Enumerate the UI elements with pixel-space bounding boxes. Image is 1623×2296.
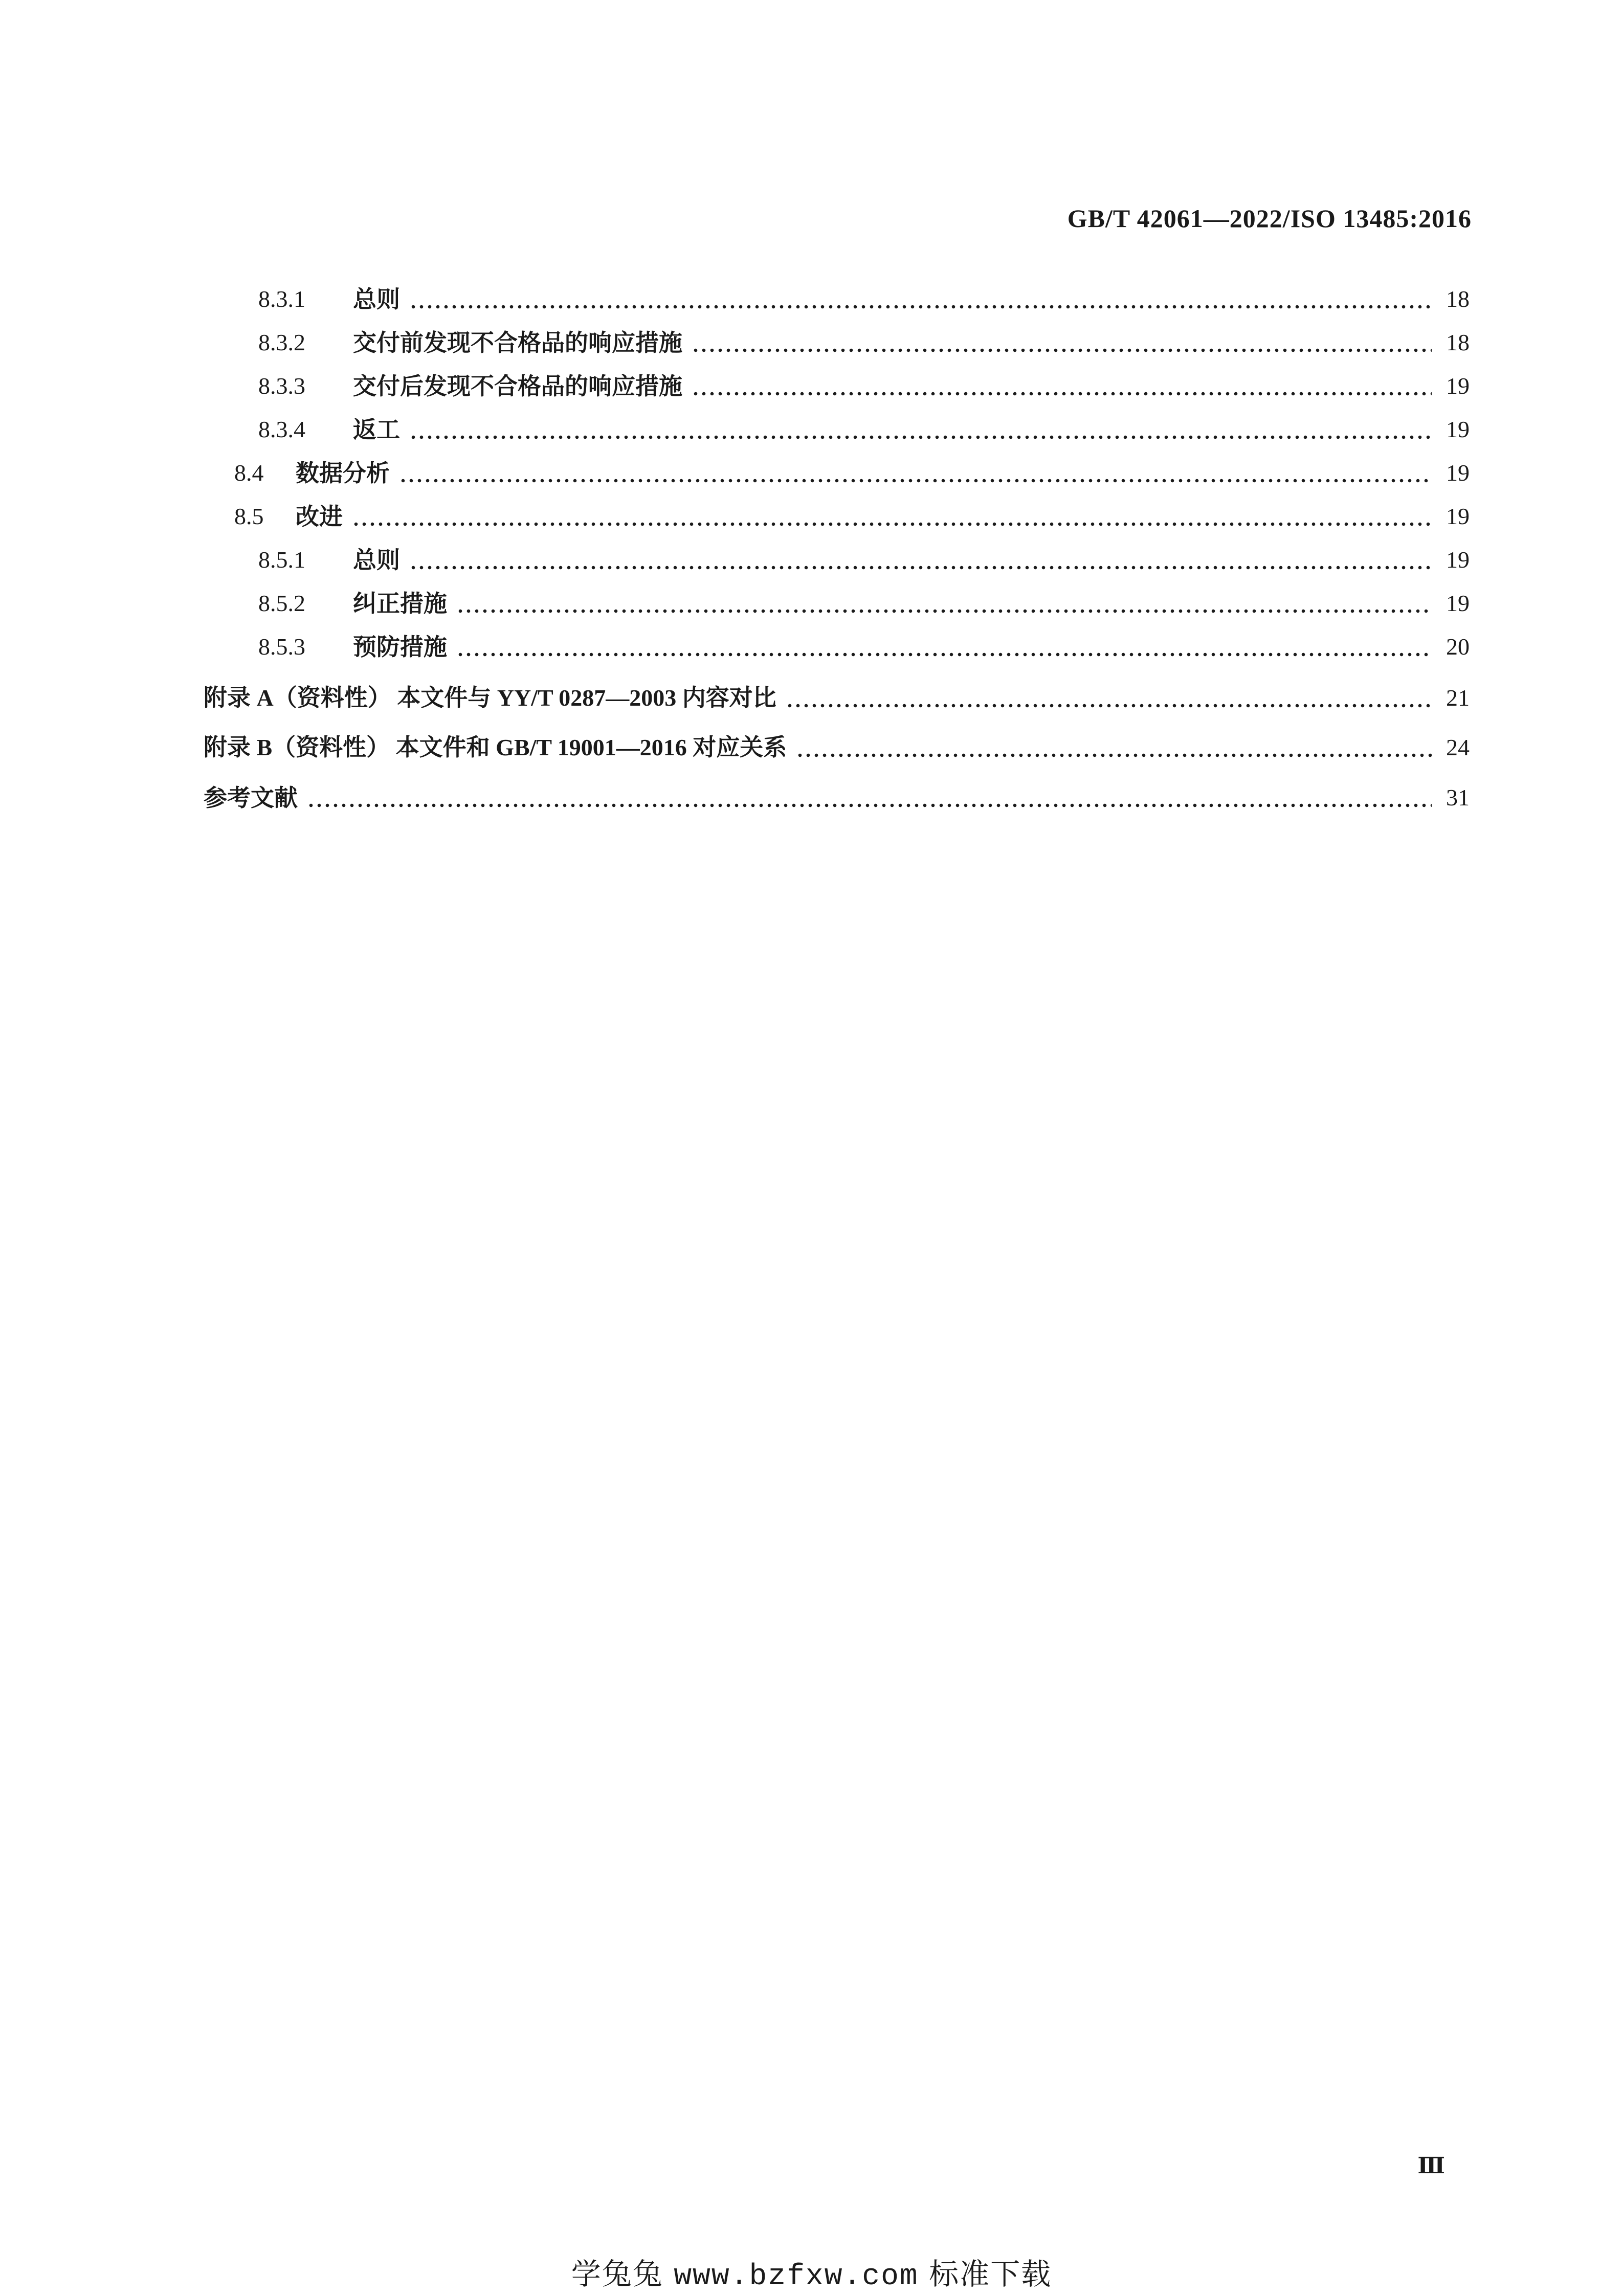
footer-site-name: 学兔兔 bbox=[571, 2257, 663, 2291]
toc-entry-title: 纠正措施 bbox=[353, 590, 447, 617]
toc-entry-number: 8.3.2 bbox=[258, 329, 305, 355]
toc-leader-dots bbox=[352, 510, 1432, 530]
toc-leader-dots bbox=[456, 597, 1432, 617]
toc-leader-dots bbox=[786, 691, 1432, 712]
toc-entry-page: 19 bbox=[1446, 547, 1470, 573]
toc-entry-annex-a[interactable] bbox=[204, 683, 1470, 713]
toc-entry-title: 改进 bbox=[296, 503, 343, 530]
toc-leader-dots bbox=[692, 336, 1432, 356]
toc-entry-bibliography[interactable] bbox=[204, 782, 1470, 813]
toc-leader-dots bbox=[399, 466, 1432, 487]
toc-entry-title: 附录 B（资料性） 本文件和 GB/T 19001—2016 对应关系 bbox=[204, 734, 787, 760]
standard-code-header: GB/T 42061—2022/ISO 13485:2016 bbox=[1067, 204, 1472, 233]
toc-entry-8-5[interactable] bbox=[234, 501, 1470, 532]
toc-entry-number: 8.4 bbox=[234, 460, 264, 486]
toc-entry-title: 附录 A（资料性） 本文件与 YY/T 0287—2003 内容对比 bbox=[204, 685, 776, 711]
toc-entry-page: 19 bbox=[1446, 590, 1470, 616]
toc-entry-page: 18 bbox=[1446, 329, 1470, 355]
toc-entry-8-4[interactable] bbox=[234, 458, 1470, 488]
toc-entry-page: 19 bbox=[1446, 460, 1470, 486]
toc-leader-dots bbox=[456, 640, 1432, 661]
toc-entry-page: 24 bbox=[1446, 734, 1470, 760]
toc-entry-page: 20 bbox=[1446, 634, 1470, 660]
toc-leader-dots bbox=[409, 553, 1432, 574]
download-footer bbox=[0, 2250, 1623, 2293]
toc-entry-number: 8.3.1 bbox=[258, 286, 305, 312]
toc-entry-8-5-1[interactable] bbox=[258, 545, 1470, 575]
toc-leader-dots bbox=[409, 423, 1432, 443]
toc-entry-8-3-2[interactable] bbox=[258, 327, 1470, 358]
toc-entry-8-3-3[interactable] bbox=[258, 371, 1470, 401]
toc-entry-number: 8.5.1 bbox=[258, 547, 305, 573]
toc-entry-title: 返工 bbox=[353, 416, 400, 443]
toc-entry-number: 8.5.2 bbox=[258, 590, 305, 616]
toc-entry-page: 19 bbox=[1446, 373, 1470, 399]
toc-entry-page: 18 bbox=[1446, 286, 1470, 312]
toc-leader-dots bbox=[796, 741, 1432, 761]
toc-entry-8-5-3[interactable] bbox=[258, 632, 1470, 662]
toc-entry-title: 预防措施 bbox=[353, 633, 447, 661]
toc-entry-title: 参考文献 bbox=[204, 784, 298, 812]
toc-leader-dots bbox=[307, 791, 1432, 812]
toc-entry-page: 19 bbox=[1446, 416, 1470, 442]
toc-entry-8-5-2[interactable] bbox=[258, 588, 1470, 619]
toc-entry-page: 19 bbox=[1446, 503, 1470, 529]
toc-entry-title: 交付后发现不合格品的响应措施 bbox=[353, 372, 682, 400]
page-number: Ⅲ bbox=[1417, 2153, 1445, 2178]
toc-entry-title: 交付前发现不合格品的响应措施 bbox=[353, 329, 682, 356]
toc-entry-number: 8.3.4 bbox=[258, 416, 305, 442]
toc-entry-number: 8.5.3 bbox=[258, 634, 305, 660]
footer-url[interactable]: www.bzfxw.com bbox=[674, 2260, 919, 2293]
toc-entry-title: 总则 bbox=[353, 285, 400, 313]
toc-entry-8-3-1[interactable] bbox=[258, 284, 1470, 314]
toc-leader-dots bbox=[692, 379, 1432, 400]
toc-entry-title: 总则 bbox=[353, 546, 400, 574]
toc-entry-8-3-4[interactable] bbox=[258, 414, 1470, 445]
toc-leader-dots bbox=[409, 292, 1432, 313]
toc-entry-page: 31 bbox=[1446, 784, 1470, 811]
toc-entry-number: 8.5 bbox=[234, 503, 264, 529]
toc-entry-annex-b[interactable] bbox=[204, 732, 1470, 763]
toc-entry-title: 数据分析 bbox=[296, 459, 390, 487]
toc-entry-number: 8.3.3 bbox=[258, 373, 305, 399]
toc-entry-page: 21 bbox=[1446, 685, 1470, 711]
footer-tagline: 标准下载 bbox=[929, 2257, 1052, 2291]
